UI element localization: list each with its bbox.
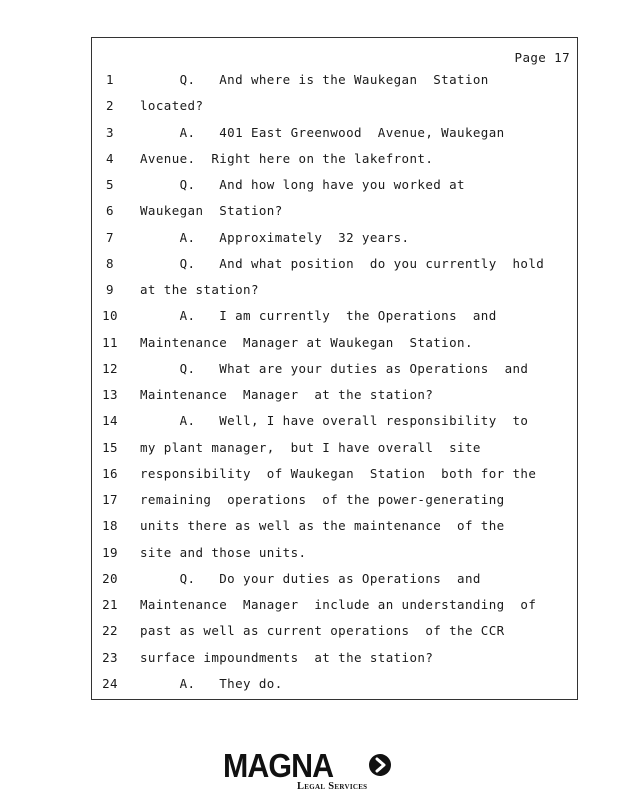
line-number: 17 [102,492,118,507]
line-number: 3 [106,124,114,140]
line-text: Q. What are your duties as Operations and [140,360,529,376]
line-text: A. 401 East Greenwood Avenue, Waukegan [140,124,505,140]
line-text: located? [140,98,204,114]
line-number: 7 [106,229,114,245]
line-text: my plant manager, but I have overall site [140,439,481,455]
line-text: Q. And where is the Waukegan Station [140,72,489,87]
line-text: Avenue. Right here on the lakefront. [140,150,434,166]
line-text: Maintenance Manager at the station? [140,387,434,402]
line-number: 10 [102,308,118,324]
line-number: 8 [106,255,114,271]
line-text: A. Well, I have overall responsibility to [140,413,529,429]
line-number: 23 [102,649,118,665]
logo-subtitle: Legal Services [297,781,368,792]
line-text: remaining operations of the power-generating [140,492,505,507]
line-number: 22 [102,623,118,639]
line-number: 4 [106,150,114,166]
line-number: 2 [106,98,114,114]
line-number: 13 [102,387,118,402]
line-text: surface impoundments at the station? [140,649,434,665]
line-number: 15 [102,439,118,455]
line-text: A. Approximately 32 years. [140,229,410,245]
transcript-page [91,37,578,700]
line-text: A. They do. [140,675,283,691]
line-text: A. I am currently the Operations and [140,308,497,324]
line-text: Waukegan Station? [140,203,283,219]
line-number: 19 [102,544,118,560]
line-text: Maintenance Manager include an understanding of [140,597,537,612]
line-number: 16 [102,465,118,481]
line-number: 6 [106,203,114,219]
line-number: 1 [106,72,114,87]
line-number: 12 [102,360,118,376]
line-text: Q. Do your duties as Operations and [140,570,481,586]
line-number: 21 [102,597,118,612]
line-text: Q. And how long have you worked at [140,177,465,192]
magna-logo [223,749,395,793]
line-number: 24 [102,675,118,691]
line-number: 14 [102,413,118,429]
line-text: Q. And what position do you currently hold [140,255,545,271]
line-number: 20 [102,570,118,586]
line-number: 9 [106,282,114,297]
line-number: 18 [102,518,118,534]
line-text: past as well as current operations of the CCR [140,623,505,639]
page-number: Page 17 [514,50,570,65]
line-text: site and those units. [140,544,307,560]
line-text: responsibility of Waukegan Station both for the [140,465,537,481]
line-text: at the station? [140,282,259,297]
line-number: 11 [102,334,118,350]
chevron-right-icon [369,754,391,776]
line-number: 5 [106,177,114,192]
line-text: units there as well as the maintenance of the [140,518,505,534]
logo-wordmark: MAGNA [223,747,334,784]
line-text: Maintenance Manager at Waukegan Station. [140,334,473,350]
